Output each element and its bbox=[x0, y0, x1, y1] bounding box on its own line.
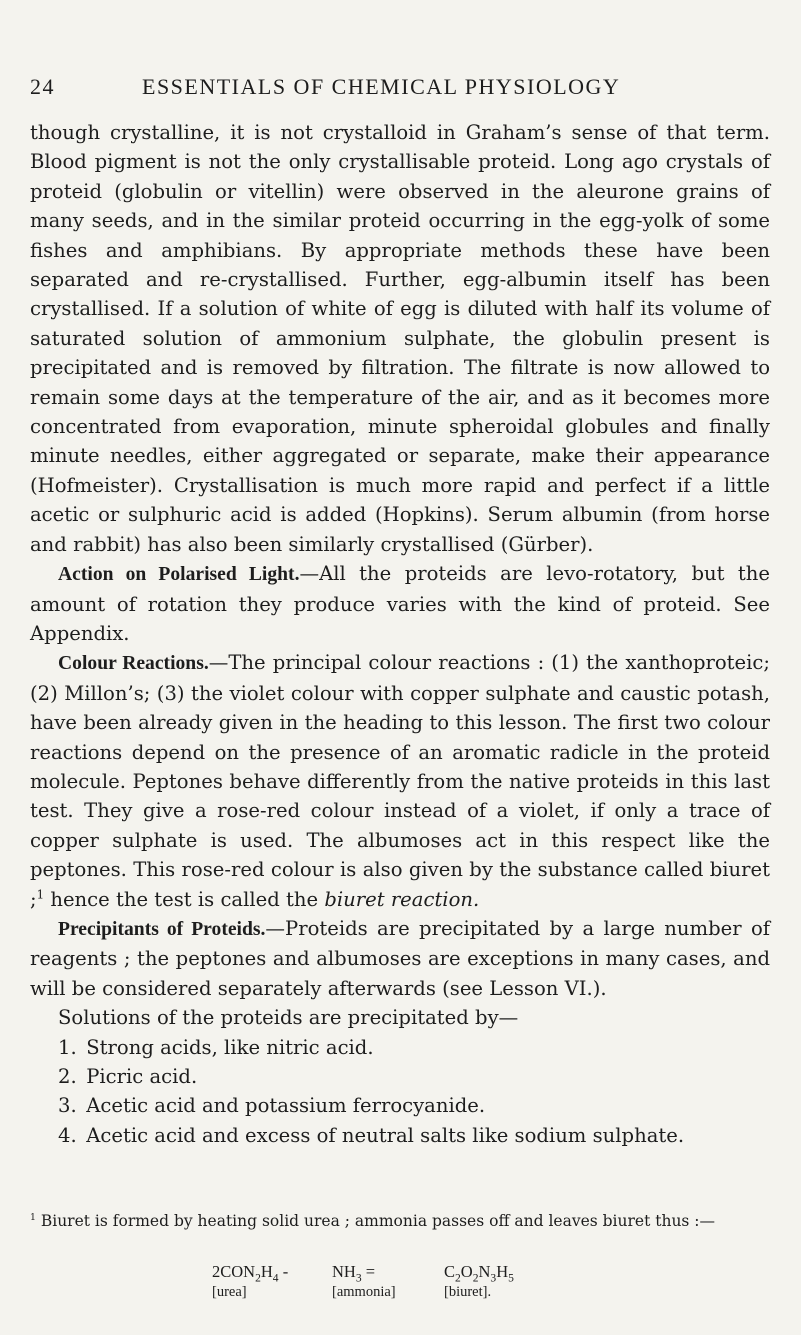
biuret-reaction-term: biuret reaction. bbox=[324, 887, 480, 911]
biuret-equation bbox=[212, 1262, 564, 1301]
precipitants-text: —Proteids are precipitated by a large number of reagents ; the peptones and albumoses are exceptions in many cases, and will be considered separately afterwards (see Lesson VI.). bbox=[30, 916, 771, 1000]
urea-label: [urea] bbox=[212, 1284, 247, 1300]
paragraph-crystallisation: though crystalline, it is not crystalloid in Graham’s sense of that term. Blood pigment is not the only crystallisable proteid. Long ago crystals of proteid (globulin or vitellin) were observed in the aleurone grains of many seeds, and in the similar proteid occurring in the egg-yolk of some fishes and amphibians. By appropriate methods these have been separated and re-crystallised. Further, egg-albumin itself has been crystallised. If a solution of white of egg is diluted with half its volume of saturated solution of ammonium sulphate, the globulin present is precipitated and is removed by filtration. The filtrate is now allowed to remain some days at the temperature of the air, and as it becomes more concentrated from evaporation, minute spheroidal globules and finally minute needles, either aggregated or separate, make their appearance (Hofmeister). Crystallisation is much more rapid and perfect if a little acetic or sulphuric acid is added (Hopkins). Serum albumin (from horse and rabbit) has also been similarly crystallised (Gürber). bbox=[30, 121, 770, 556]
colour-reactions-text-end: hence the test is called the bbox=[44, 887, 325, 911]
footnote bbox=[30, 1210, 770, 1232]
paragraph-colour-reactions bbox=[30, 648, 770, 914]
urea-formula: $2CON_2H_4$ - bbox=[212, 1262, 289, 1285]
page-number: 24 bbox=[30, 74, 55, 99]
polarised-light-text: —All the proteids are levo-rotatory, but the amount of rotation they produce varies with the kind of proteid. See Appendix. bbox=[30, 562, 770, 645]
list-item: 3. Acetic acid and potassium ferrocyanide. bbox=[58, 1094, 486, 1118]
list-item: 1. Strong acids, like nitric acid. bbox=[58, 1035, 374, 1059]
paragraph-polarised-light bbox=[30, 559, 770, 648]
heading-polarised-light: Action on Polarised Light. bbox=[58, 564, 300, 586]
colour-reactions-text: —The principal colour reactions : (1) the xanthoproteic; (2) Millon’s; (3) the violet colour with copper sulphate and caustic potash, have been already given in the heading to this lesson. The first two colour reactions depend on the presence of an aromatic radicle in the proteid molecule. Peptones behave differently from the native proteids in this last test. They give a rose-red colour instead of a violet, if only a trace of copper sulphate is used. The albumoses act in this respect like the peptones. This rose-red colour is also given by the substance called biuret ; bbox=[30, 651, 770, 911]
paragraph-precipitants bbox=[30, 914, 770, 1003]
ammonia-formula: $NH_3$ = bbox=[332, 1262, 376, 1285]
ammonia-label: [ammonia] bbox=[332, 1284, 396, 1300]
biuret-label: [biuret]. bbox=[444, 1284, 492, 1300]
running-header bbox=[30, 74, 761, 104]
precipitants-list bbox=[30, 1033, 770, 1151]
list-item: 4. Acetic acid and excess of neutral salts like sodium sulphate. bbox=[58, 1123, 685, 1147]
main-text bbox=[30, 118, 770, 1150]
heading-precipitants: Precipitants of Proteids. bbox=[58, 918, 266, 940]
heading-colour-reactions: Colour Reactions. bbox=[58, 653, 209, 675]
paragraph-solutions: Solutions of the proteids are precipitated by— bbox=[58, 1006, 519, 1030]
running-title: ESSENTIALS OF CHEMICAL PHYSIOLOGY bbox=[142, 74, 621, 99]
list-item: 2. Picric acid. bbox=[58, 1065, 198, 1088]
biuret-formula: $C_2O_2N_3H_5$ bbox=[444, 1262, 514, 1285]
footnote-reference: 1 bbox=[36, 887, 45, 902]
footnote-mark: 1 bbox=[30, 1211, 36, 1223]
footnote-text: Biuret is formed by heating solid urea ; ammonia passes off and leaves biuret thus :— bbox=[35, 1212, 716, 1230]
